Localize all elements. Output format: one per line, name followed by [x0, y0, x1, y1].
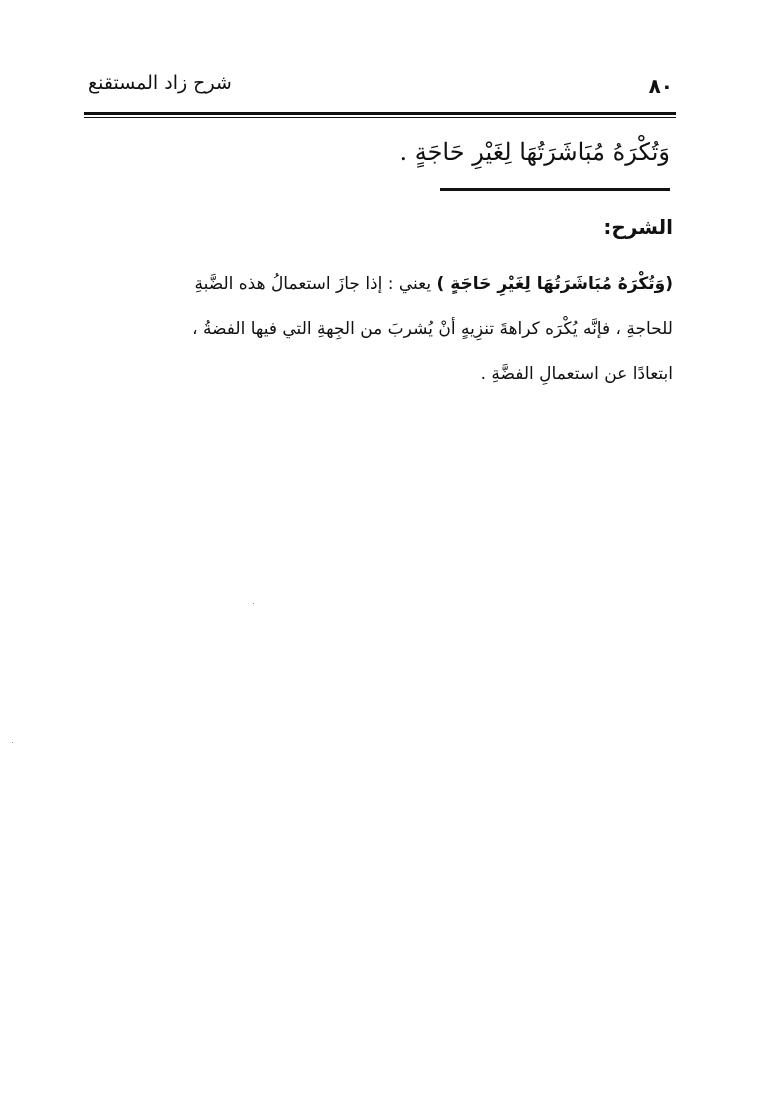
scan-speck — [253, 603, 254, 604]
header-rule-thin — [84, 117, 676, 118]
sharh-heading: الشرح: — [603, 215, 673, 239]
header-rule-thick — [84, 112, 676, 115]
page-number: ٨٠ — [648, 74, 673, 98]
sharh-line-2: للحاجةِ ، فإنَّه يُكْرَه كراهةَ تنزِيهٍ أنْ يُشربَ من الجِهةِ التي فيها الفضةُ ، — [192, 319, 673, 339]
scan-speck — [12, 742, 13, 743]
sharh-line-3: ابتعادًا عن استعمالِ الفضَّةِ . — [480, 364, 673, 384]
running-title: شرح زاد المستقنع — [88, 72, 232, 94]
sharh-paragraph — [83, 262, 673, 397]
matn-quote: (وَتُكْرَهُ مُبَاشَرَتُهَا لِغَيْرِ حَاجَةٍ ) — [436, 274, 673, 294]
matn-separator — [440, 188, 670, 191]
page-header — [88, 72, 673, 112]
sharh-line-1 — [83, 262, 673, 307]
matn-text: وَتُكْرَهُ مُبَاشَرَتُهَا لِغَيْرِ حَاجَةٍ . — [399, 138, 670, 166]
sharh-line-1-text: يعني : إذا جازَ استعمالُ هذه الضَّبةِ — [194, 274, 437, 294]
